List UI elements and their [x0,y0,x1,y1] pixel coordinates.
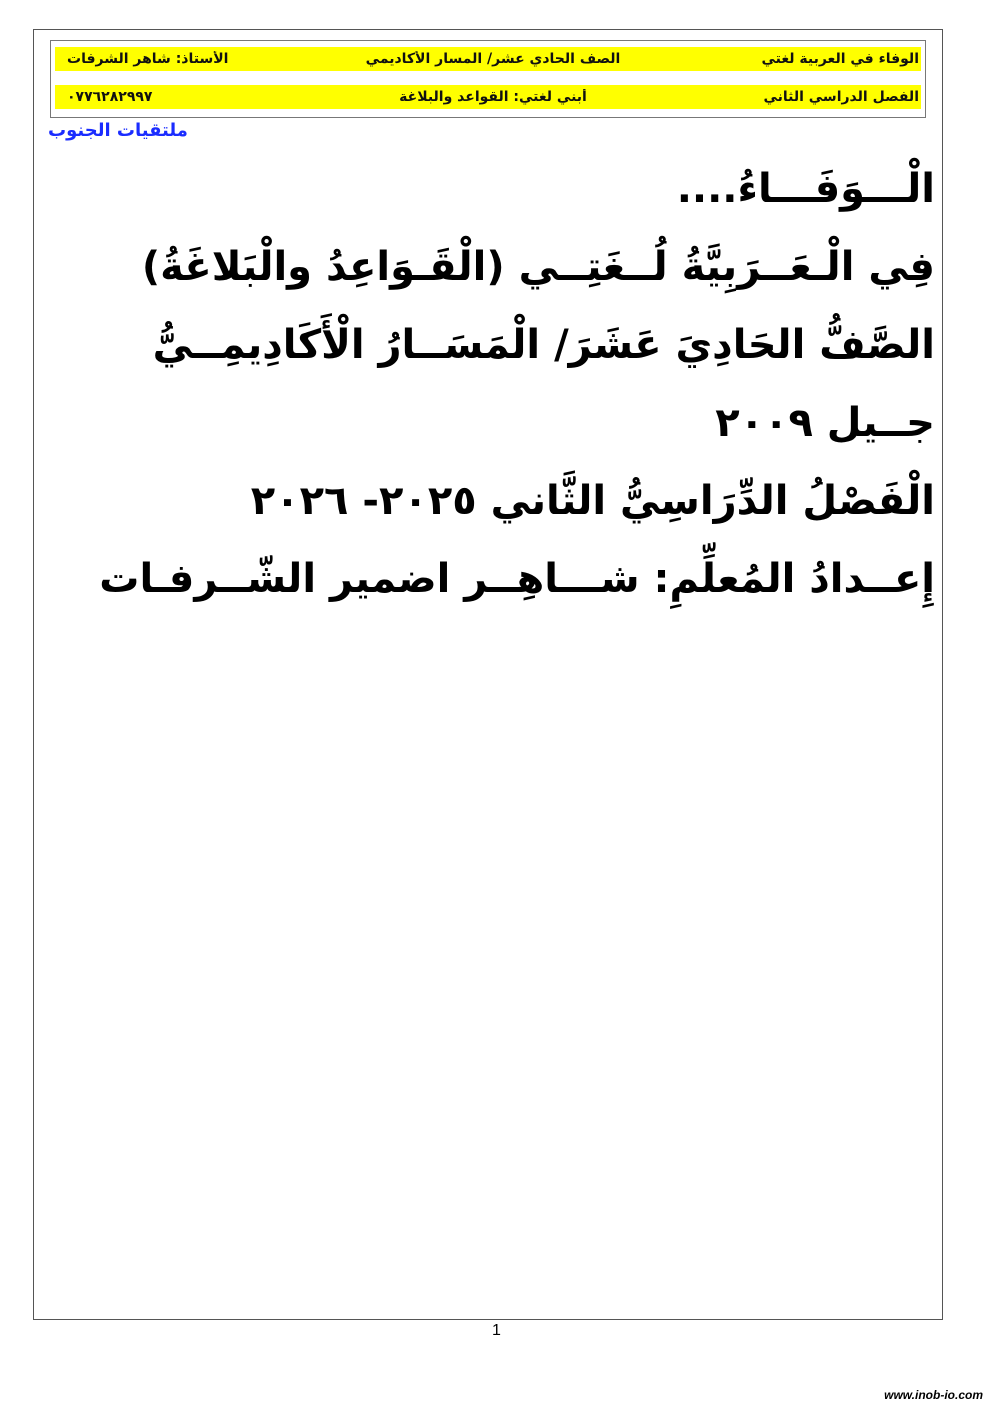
header-subject: أبني لغتي: القواعد والبلاغة [399,89,587,105]
footer-site-link[interactable]: www.inob-io.com [884,1388,983,1402]
header-row-1 [55,47,921,71]
page-header [50,40,926,118]
title-line: جــيل ٢٠٠٩ [715,400,935,446]
header-book-title: الوفاء في العربية لغتي [761,51,919,67]
cover-title [99,150,935,618]
header-watermark-link[interactable]: ملتقيات الجنوب [48,120,188,141]
header-phone: ٠٧٧٦٢٨٢٩٩٧ [67,89,153,105]
page-number: 1 [492,1322,501,1339]
title-line: فِي الْـعَــرَبِيَّةُ لُــغَتِــي (الْقَـوَاعِدُ والْبَلاغَةُ) [141,244,935,290]
header-teacher-name: الأستاذ: شاهر الشرفات [67,51,229,67]
title-line: الْـــوَفَـــاءُ.... [676,166,935,212]
header-row-2 [55,85,921,109]
header-semester: الفصل الدراسي الثاني [763,89,919,105]
title-line: الْفَصْلُ الدِّرَاسِيُّ الثَّاني ٢٠٢٥- ٢٠٢٦ [250,478,935,524]
header-grade: الصف الحادي عشر/ المسار الأكاديمي [365,51,621,67]
title-line: إِعــدادُ المُعلِّمِ: شـــاهِــر اضمير الشّــرفـات [99,556,935,602]
header-teacher [55,51,351,67]
title-line: الصَّفُّ الحَادِيَ عَشَرَ/ الْمَسَــارُ الْأَكَادِيمِــيُّ [152,322,935,368]
